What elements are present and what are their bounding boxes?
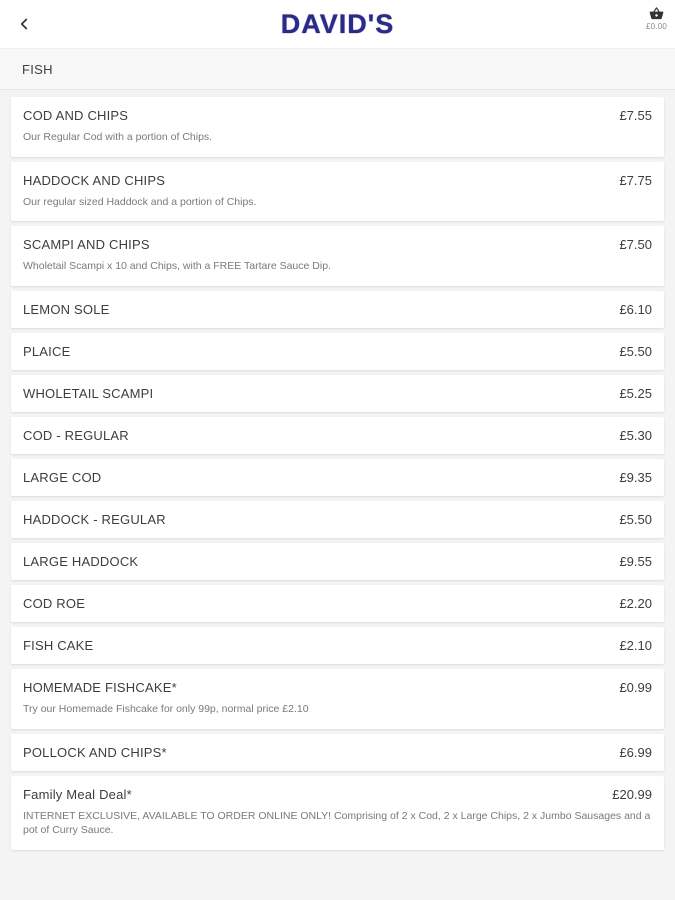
back-icon <box>15 15 33 33</box>
menu-item-name: LEMON SOLE <box>23 302 110 318</box>
menu-item-header <box>23 513 652 526</box>
app-header <box>0 0 675 48</box>
menu-item-price: £9.35 <box>619 470 652 486</box>
menu-item-name: LARGE COD <box>23 470 102 486</box>
menu-item-name: LARGE HADDOCK <box>23 554 139 570</box>
app-logo: DAVID'S <box>280 8 395 39</box>
basket-total: £0.00 <box>645 22 667 31</box>
section-header <box>0 48 675 90</box>
menu-item-name: COD - REGULAR <box>23 428 129 444</box>
menu-item-header <box>23 681 652 694</box>
menu-item-name: PLAICE <box>23 344 71 360</box>
menu-item-row[interactable] <box>11 585 664 622</box>
menu-item-header <box>23 471 652 484</box>
menu-item-row[interactable] <box>11 627 664 664</box>
menu-item-row[interactable] <box>11 97 664 157</box>
menu-item-header <box>23 429 652 442</box>
menu-item-name: COD AND CHIPS <box>23 108 129 123</box>
menu-item-row[interactable] <box>11 501 664 538</box>
menu-item-description: Our Regular Cod with a portion of Chips. <box>23 131 213 143</box>
menu-item-price: £6.99 <box>619 744 652 760</box>
menu-item-name: HADDOCK AND CHIPS <box>23 172 166 188</box>
menu-item-name: SCAMPI AND CHIPS <box>23 237 150 253</box>
menu-item-price: £2.20 <box>619 596 652 612</box>
menu-item-header <box>23 174 652 187</box>
menu-item-row[interactable] <box>11 291 664 328</box>
menu-item-row[interactable] <box>11 459 664 496</box>
menu-item-price: £5.30 <box>619 428 652 444</box>
menu-item-header <box>23 345 652 358</box>
menu-item-price: £9.55 <box>619 554 652 570</box>
menu-item-price: £7.55 <box>619 108 652 123</box>
menu-item-description: Wholetail Scampi x 10 and Chips, with a FREE Tartare Sauce Dip. <box>23 260 331 273</box>
menu-item-price: £7.50 <box>619 237 652 253</box>
menu-item-header <box>23 788 652 801</box>
menu-item-name: HADDOCK - REGULAR <box>23 512 166 528</box>
section-title: FISH <box>22 61 53 77</box>
menu-item-header <box>23 746 652 759</box>
menu-item-name: Family Meal Deal* <box>23 786 132 802</box>
menu-item-price: £0.99 <box>619 680 652 696</box>
menu-item-header <box>23 303 652 316</box>
menu-item-name: HOMEMADE FISHCAKE* <box>23 680 177 696</box>
menu-item-name: COD ROE <box>23 596 86 612</box>
menu-item-name: POLLOCK AND CHIPS* <box>23 744 167 760</box>
menu-item-header <box>23 387 652 400</box>
menu-item-name: FISH CAKE <box>23 638 94 654</box>
menu-item-price: £2.10 <box>619 638 652 654</box>
menu-item-description: Our regular sized Haddock and a portion of Chips. <box>23 195 257 208</box>
menu-item-row[interactable] <box>11 417 664 454</box>
menu-item-header <box>23 555 652 568</box>
menu-item-row[interactable] <box>11 669 664 729</box>
basket-button[interactable] <box>646 6 667 31</box>
menu-item-price: £20.99 <box>612 786 652 802</box>
menu-item-price: £6.10 <box>619 302 652 318</box>
menu-item-name: WHOLETAIL SCAMPI <box>23 386 154 402</box>
menu-item-price: £5.50 <box>619 344 652 360</box>
menu-item-header <box>23 597 652 610</box>
menu-item-row[interactable] <box>11 776 664 850</box>
menu-item-row[interactable] <box>11 226 664 286</box>
back-button[interactable] <box>8 8 40 40</box>
basket-icon <box>649 6 664 21</box>
menu-item-row[interactable] <box>11 162 664 222</box>
menu-item-header <box>23 109 652 122</box>
menu-item-row[interactable] <box>11 543 664 580</box>
menu-list <box>0 90 675 900</box>
menu-item-description: INTERNET EXCLUSIVE, AVAILABLE TO ORDER ONLINE ONLY! Comprising of 2 x Cod, 2 x Large Chips, 2 x Jumbo Sausages and a pot of Curry Sauce. <box>23 809 651 837</box>
menu-item-header <box>23 639 652 652</box>
menu-item-row[interactable] <box>11 333 664 370</box>
menu-item-row[interactable] <box>11 375 664 412</box>
menu-item-price: £5.50 <box>619 512 652 528</box>
menu-item-price: £7.75 <box>619 172 652 188</box>
menu-item-row[interactable] <box>11 734 664 771</box>
menu-item-description: Try our Homemade Fishcake for only 99p, normal price £2.10 <box>23 703 309 716</box>
menu-item-price: £5.25 <box>619 386 652 402</box>
menu-item-header <box>23 238 652 251</box>
